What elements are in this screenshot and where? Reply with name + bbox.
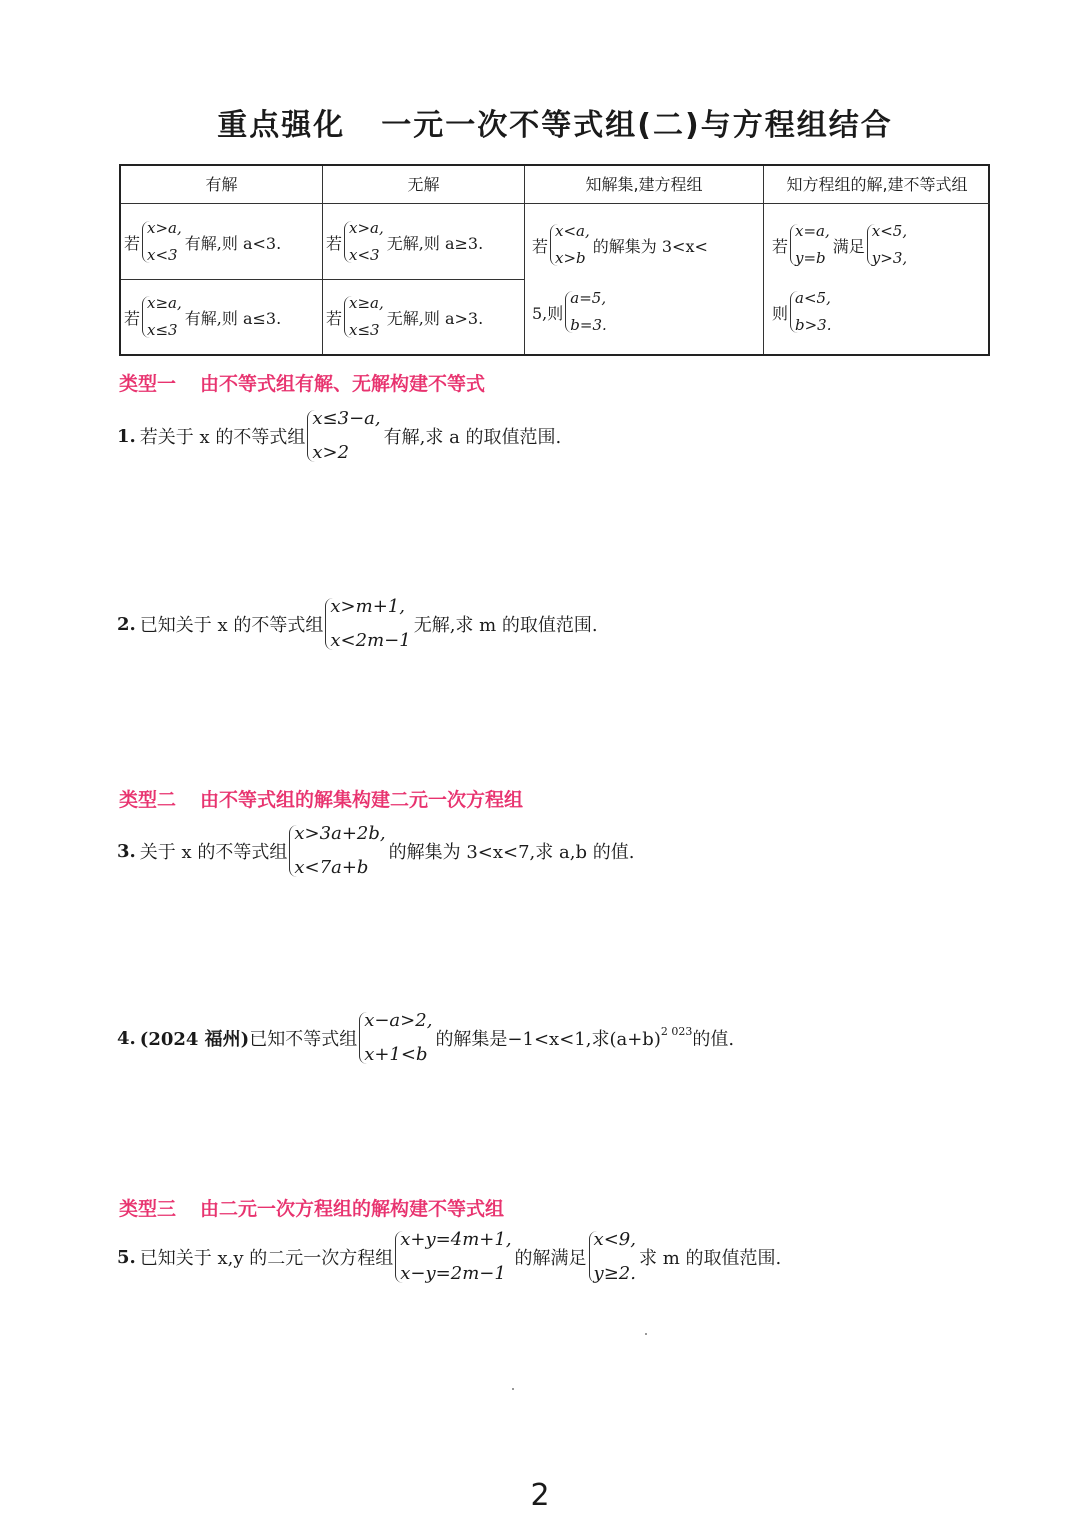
table-cell: 若 x>a, x<3 有解,则 a<3. <box>124 219 282 264</box>
inequality-system: x>a, x<3 <box>344 221 384 263</box>
equation-system: a=5, b=3. <box>565 291 606 333</box>
table-cell: 若 x<a, x>b 的解集为 3<x< <box>532 222 708 267</box>
page-number: 2 <box>530 1478 550 1513</box>
question-1: 1. 若关于 x 的不等式组 x≤3−a, x>2 有解,求 a 的取值范围. <box>117 408 562 463</box>
title-sub: 一元一次不等式组(二)与方程组结合 <box>381 108 893 143</box>
page-title <box>0 100 1080 144</box>
inequality-system: x≥a, x≤3 <box>142 296 182 338</box>
inequality-system: a<5, b>3. <box>790 291 831 333</box>
table-cell: 若 x≥a, x≤3 有解,则 a≤3. <box>124 294 282 339</box>
section-heading-2: 类型二 由不等式组的解集构建二元一次方程组 <box>119 789 524 811</box>
table-cell: 5,则 a=5, b=3. <box>532 289 607 334</box>
table-cell: 若 x=a, y=b 满足 x<5, y>3, <box>772 222 908 267</box>
inequality-system: x>m+1, x<2m−1 <box>325 598 410 650</box>
equation-system: x=a, y=b <box>790 224 830 266</box>
inequality-system: x<9, y≥2. <box>589 1231 636 1283</box>
table-header: 知方程组的解,建不等式组 <box>786 175 968 194</box>
table-header: 有解 <box>205 175 238 194</box>
inequality-system: x≥a, x≤3 <box>344 296 384 338</box>
section-heading-3: 类型三 由二元一次方程组的解构建不等式组 <box>119 1198 505 1220</box>
table-cell: 则 a<5, b>3. <box>772 289 832 334</box>
title-main: 重点强化 <box>217 108 346 143</box>
summary-table <box>119 164 990 356</box>
inequality-system: x>a, x<3 <box>142 221 182 263</box>
inequality-system: x−a>2, x+1<b <box>359 1012 432 1064</box>
question-4: 4. (2024 福州) 已知不等式组 x−a>2, x+1<b 的解集是−1<x<1,求(a+b) $^{2 023}$ 的值. <box>117 1010 735 1065</box>
question-5: 5. 已知关于 x,y 的二元一次方程组 x+y=4m+1, x−y=2m−1 的解满足 x<9, y≥2. 求 m 的取值范围. <box>117 1229 782 1284</box>
table-cell: 若 x≥a, x≤3 无解,则 a>3. <box>326 294 484 339</box>
inequality-system: x≤3−a, x>2 <box>307 410 380 462</box>
scan-speck <box>645 1333 647 1335</box>
section-heading-1: 类型一 由不等式组有解、无解构建不等式 <box>119 373 486 395</box>
question-3: 3. 关于 x 的不等式组 x>3a+2b, x<7a+b 的解集为 3<x<7,求 a,b 的值. <box>117 823 635 878</box>
equation-system: x+y=4m+1, x−y=2m−1 <box>395 1231 511 1283</box>
inequality-system: x<a, x>b <box>550 224 590 266</box>
scan-speck <box>512 1388 514 1390</box>
table-cell: 若 x>a, x<3 无解,则 a≥3. <box>326 219 484 264</box>
question-2: 2. 已知关于 x 的不等式组 x>m+1, x<2m−1 无解,求 m 的取值范围. <box>117 596 598 651</box>
table-divider <box>121 203 990 204</box>
table-header: 无解 <box>407 175 440 194</box>
inequality-system: x<5, y>3, <box>867 224 907 266</box>
table-header: 知解集,建方程组 <box>585 175 703 194</box>
table-divider <box>121 279 524 280</box>
inequality-system: x>3a+2b, x<7a+b <box>289 825 385 877</box>
